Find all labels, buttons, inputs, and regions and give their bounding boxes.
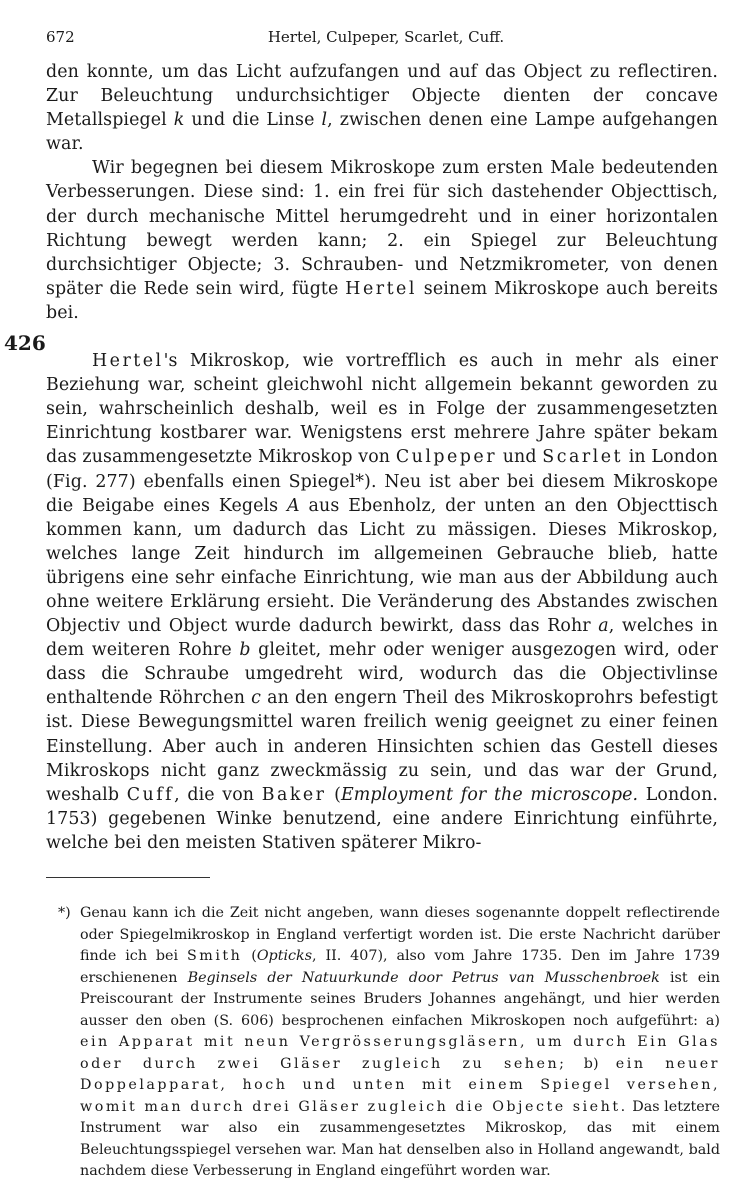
spaced-quote: ein Apparat mit neun Vergrösserungsgläsern, um durch Ein Glas oder durch zwei Gläser zugleich zu sehen; bbox=[80, 1034, 720, 1072]
text-run: , die von bbox=[174, 784, 262, 805]
spaced-quote: ein neuer Doppelapparat, hoch und unten mit einem Spiegel versehen, womit man durch drei Gläser zugleich die Objecte sieht. bbox=[80, 1055, 720, 1115]
person-name: Hertel bbox=[92, 351, 164, 372]
page-header bbox=[46, 28, 726, 52]
paragraph-improvements bbox=[46, 156, 718, 325]
figure-letter: k bbox=[173, 110, 185, 131]
body-text bbox=[46, 60, 718, 855]
page-number: 672 bbox=[46, 28, 75, 46]
figure-letter: l bbox=[321, 110, 328, 131]
text-run: Genau kann ich die Zeit nicht angeben, wann dieses sogenannte doppelt reflectirende oder Spiegelmikroskop in England verfertigt worden ist. Die erste Nachricht darüber finde ich bei bbox=[80, 905, 720, 964]
text-run: ( bbox=[326, 784, 342, 805]
text-run: und bbox=[497, 447, 543, 468]
text-run: , zwischen denen eine Lampe aufgehangen war. bbox=[46, 110, 718, 155]
figure-letter: a bbox=[598, 616, 609, 637]
text-run: b) bbox=[566, 1055, 616, 1072]
text-run: , welches in dem weiteren Rohre bbox=[46, 616, 718, 661]
person-name: Baker bbox=[261, 784, 327, 805]
text-run: an den engern Theil des Mikroskoprohrs befestigt ist. Diese Bewegungsmittel waren freilich wenig geeignet zu einer feinen Einstellung. Aber auch in anderen Hinsichten schien das Gestell dieses Mikroskops nicht ganz zweckmässig zu sein, und das war der Grund, weshalb bbox=[46, 688, 718, 805]
running-head: Hertel, Culpeper, Scarlet, Cuff. bbox=[267, 28, 505, 46]
text-run: ( bbox=[242, 948, 257, 964]
person-name: Hertel bbox=[345, 278, 417, 299]
figure-letter: A bbox=[287, 495, 300, 516]
text-run: London. 1753) gegebenen Winke benutzend, eine andere Einrichtung einführte, welche bei den meisten Stativen späterer Mikro- bbox=[46, 784, 719, 853]
section-margin-number: 426 bbox=[4, 331, 46, 355]
footnote-mark: *) bbox=[58, 905, 71, 921]
footnote-text bbox=[58, 903, 720, 1183]
text-run: und die Linse bbox=[184, 110, 322, 131]
text-run: den konnte, um das Licht aufzufangen und auf das Object zu reflectiren. Zur Beleuchtung undurchsichtiger Objecte dienten der concave Metallspiegel bbox=[46, 62, 718, 131]
person-name: Smith bbox=[186, 948, 243, 964]
text-run: , II. 407), also vom Jahre 1735. Den im Jahre 1739 erschienenen bbox=[80, 948, 720, 986]
text-run: Das letztere Instrument war also ein zusammengesetztes Mikroskop, das mit einem Beleuchtungsspiegel versehen war. Man hat denselben also in Holland angewandt, bald nachdem diese Verbesserung in England eingeführt worden war. bbox=[80, 1098, 720, 1179]
footnote bbox=[58, 903, 720, 1183]
text-run: in London (Fig. 277) ebenfalls einen Spiegel*). Neu ist aber bei diesem Mikroskope die Beigabe eines Kegels bbox=[46, 447, 718, 516]
text-run: seinem Mikroskope auch bereits bei. bbox=[46, 278, 718, 323]
book-title: Opticks bbox=[256, 948, 313, 964]
text-run: Wir begegnen bei diesem Mikroskope zum ersten Male bedeutenden Verbesserungen. Diese sind: 1. ein frei für sich dastehender Objecttisch, der durch mechanische Mittel herumgedreht und in einer horizontalen Richtung bewegt werden kann; 2. ein Spiegel zur Beleuchtung durchsichtiger Objecte; 3. Schrauben- und Netzmikrometer, von denen später die Rede sein wird, fügte bbox=[46, 158, 718, 299]
book-title: Employment for the microscope. bbox=[341, 784, 639, 805]
footnote-rule bbox=[46, 877, 210, 878]
text-run: gleitet, mehr oder weniger ausgezogen wird, oder dass die Schraube umgedreht wird, wodurch das die Objectivlinse enthaltende Röhrchen bbox=[46, 640, 718, 709]
paragraph-continuation bbox=[46, 60, 718, 156]
paragraph-section-426 bbox=[46, 349, 718, 855]
figure-letter: b bbox=[239, 640, 251, 661]
person-name: Culpeper bbox=[395, 447, 498, 468]
person-name: Cuff bbox=[126, 784, 175, 805]
book-title: Beginsels der Natuurkunde door Petrus van Musschenbroek bbox=[187, 969, 660, 986]
text-run: ist ein Preiscourant der Instrumente seines Bruders Johannes angehängt, und hier werden ausser den oben (S. 606) besprochenen einfachen Mikroskopen noch aufgeführt: a) bbox=[80, 969, 720, 1029]
figure-letter: c bbox=[251, 688, 262, 709]
text-run: 's Mikroskop, wie vortrefflich es auch in mehr als einer Beziehung war, scheint gleichwohl nicht allgemein bekannt geworden zu sein, wahrscheinlich deshalb, weil es in Folge der zusammengesetzten Einrichtung kostbarer war. Wenigstens erst mehrere Jahre später bekam das zusammengesetzte Mikroskop von bbox=[46, 351, 718, 468]
text-run: aus Ebenholz, der unten an den Objecttisch kommen kann, um dadurch das Licht zu mässigen. Dieses Mikroskop, welches lange Zeit hindurch im allgemeinen Gebrauche blieb, hatte übrigens eine sehr einfache Einrichtung, wie man aus der Abbildung auch ohne weitere Erklärung ersieht. Die Veränderung des Abstandes zwischen Objectiv und Object wurde dadurch bewirkt, dass das Rohr bbox=[46, 495, 718, 637]
person-name: Scarlet bbox=[542, 447, 623, 468]
